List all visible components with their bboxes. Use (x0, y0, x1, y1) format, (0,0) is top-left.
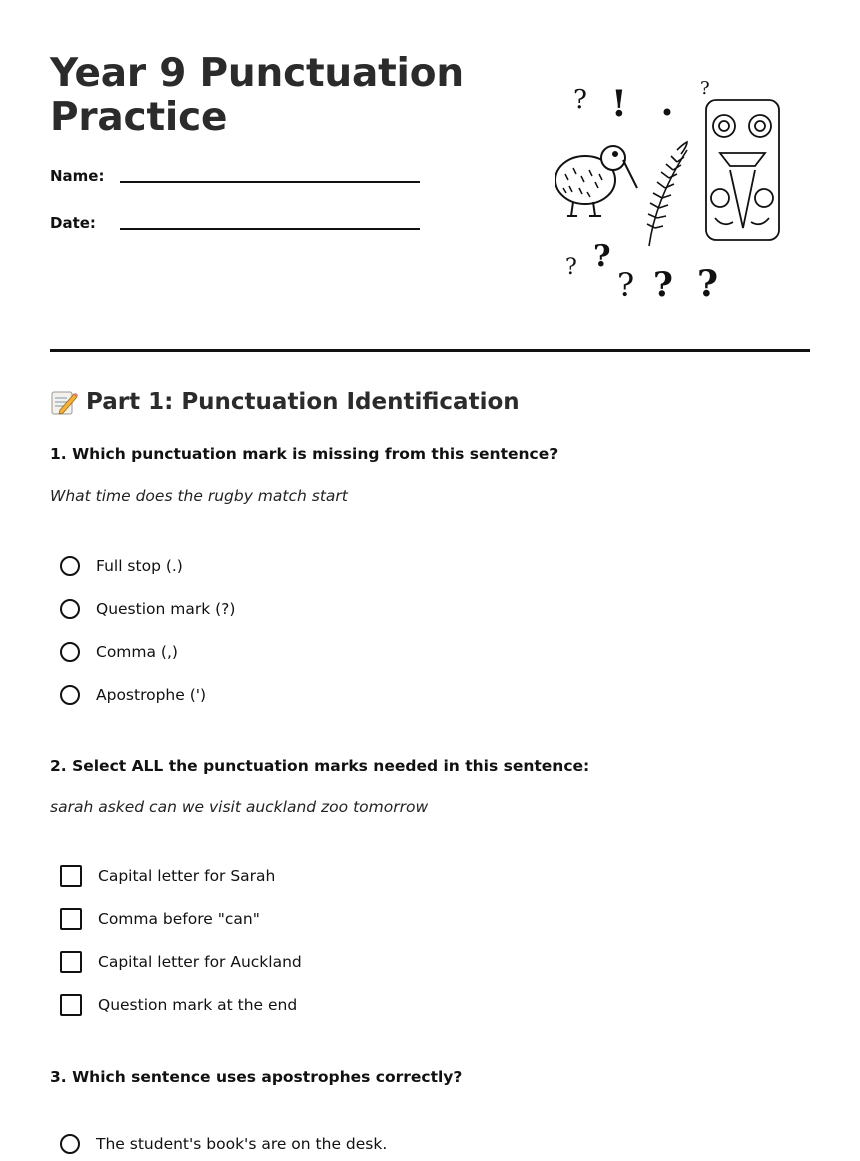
q1-option-full-stop[interactable] (60, 553, 183, 579)
name-field (50, 167, 420, 197)
option-label: Capital letter for Auckland (98, 953, 302, 971)
checkbox[interactable] (60, 994, 82, 1016)
option-label: Question mark at the end (98, 996, 298, 1014)
punctuation-illustration (555, 78, 790, 308)
question-2-sentence: sarah asked can we visit auckland zoo tomorrow (50, 798, 429, 816)
question-1-sentence: What time does the rugby match start (50, 487, 348, 505)
q1-option-comma[interactable] (60, 639, 178, 665)
date-field (50, 214, 420, 244)
q2-option-comma-before-can[interactable] (60, 906, 260, 932)
q3-option-1[interactable] (60, 1131, 387, 1157)
fern-icon (647, 142, 687, 246)
q1-option-apostrophe[interactable] (60, 682, 206, 708)
page-title: Year 9 Punctuation Practice (50, 51, 464, 140)
checkbox[interactable] (60, 908, 82, 930)
option-label: Question mark (?) (96, 600, 236, 618)
radio-button[interactable] (60, 1134, 80, 1154)
svg-text:?: ? (697, 263, 719, 305)
q2-option-question-mark-end[interactable] (60, 992, 297, 1018)
svg-text:?: ? (700, 78, 710, 99)
q2-option-capital-sarah[interactable] (60, 863, 275, 889)
name-input[interactable] (120, 161, 424, 183)
option-label: The student's book's are on the desk. (96, 1135, 388, 1153)
part-1-heading (50, 388, 520, 416)
question-3-prompt: 3. Which sentence uses apostrophes correctly? (50, 1068, 463, 1086)
radio-button[interactable] (60, 599, 80, 619)
svg-text:!: ! (611, 83, 627, 125)
svg-text:?: ? (593, 239, 611, 274)
radio-button[interactable] (60, 556, 80, 576)
q2-option-capital-auckland[interactable] (60, 949, 302, 975)
date-label: Date: (50, 214, 96, 232)
svg-text:?: ? (565, 255, 577, 280)
name-label: Name: (50, 167, 105, 185)
option-label: Capital letter for Sarah (98, 867, 276, 885)
option-label: Apostrophe (') (96, 686, 207, 704)
pencil-memo-icon (50, 388, 78, 416)
radio-button[interactable] (60, 642, 80, 662)
part-1-title: Part 1: Punctuation Identification (86, 389, 520, 415)
option-label: Comma before "can" (98, 910, 260, 928)
svg-text:?: ? (617, 266, 635, 304)
exclamation-mark-icon (611, 83, 627, 125)
q1-option-question-mark[interactable] (60, 596, 235, 622)
question-2-prompt: 2. Select ALL the punctuation marks needed in this sentence: (50, 757, 590, 775)
option-label: Full stop (.) (96, 557, 183, 575)
svg-text:?: ? (653, 265, 673, 305)
svg-text:?: ? (573, 85, 587, 115)
maori-carving-icon (706, 100, 779, 240)
full-stop-icon (664, 109, 671, 116)
date-input[interactable] (120, 208, 424, 230)
question-1-prompt: 1. Which punctuation mark is missing from this sentence? (50, 445, 559, 463)
checkbox[interactable] (60, 865, 82, 887)
radio-button[interactable] (60, 685, 80, 705)
checkbox[interactable] (60, 951, 82, 973)
section-divider (50, 349, 810, 352)
option-label: Comma (,) (96, 643, 178, 661)
kiwi-bird-icon (555, 146, 637, 216)
